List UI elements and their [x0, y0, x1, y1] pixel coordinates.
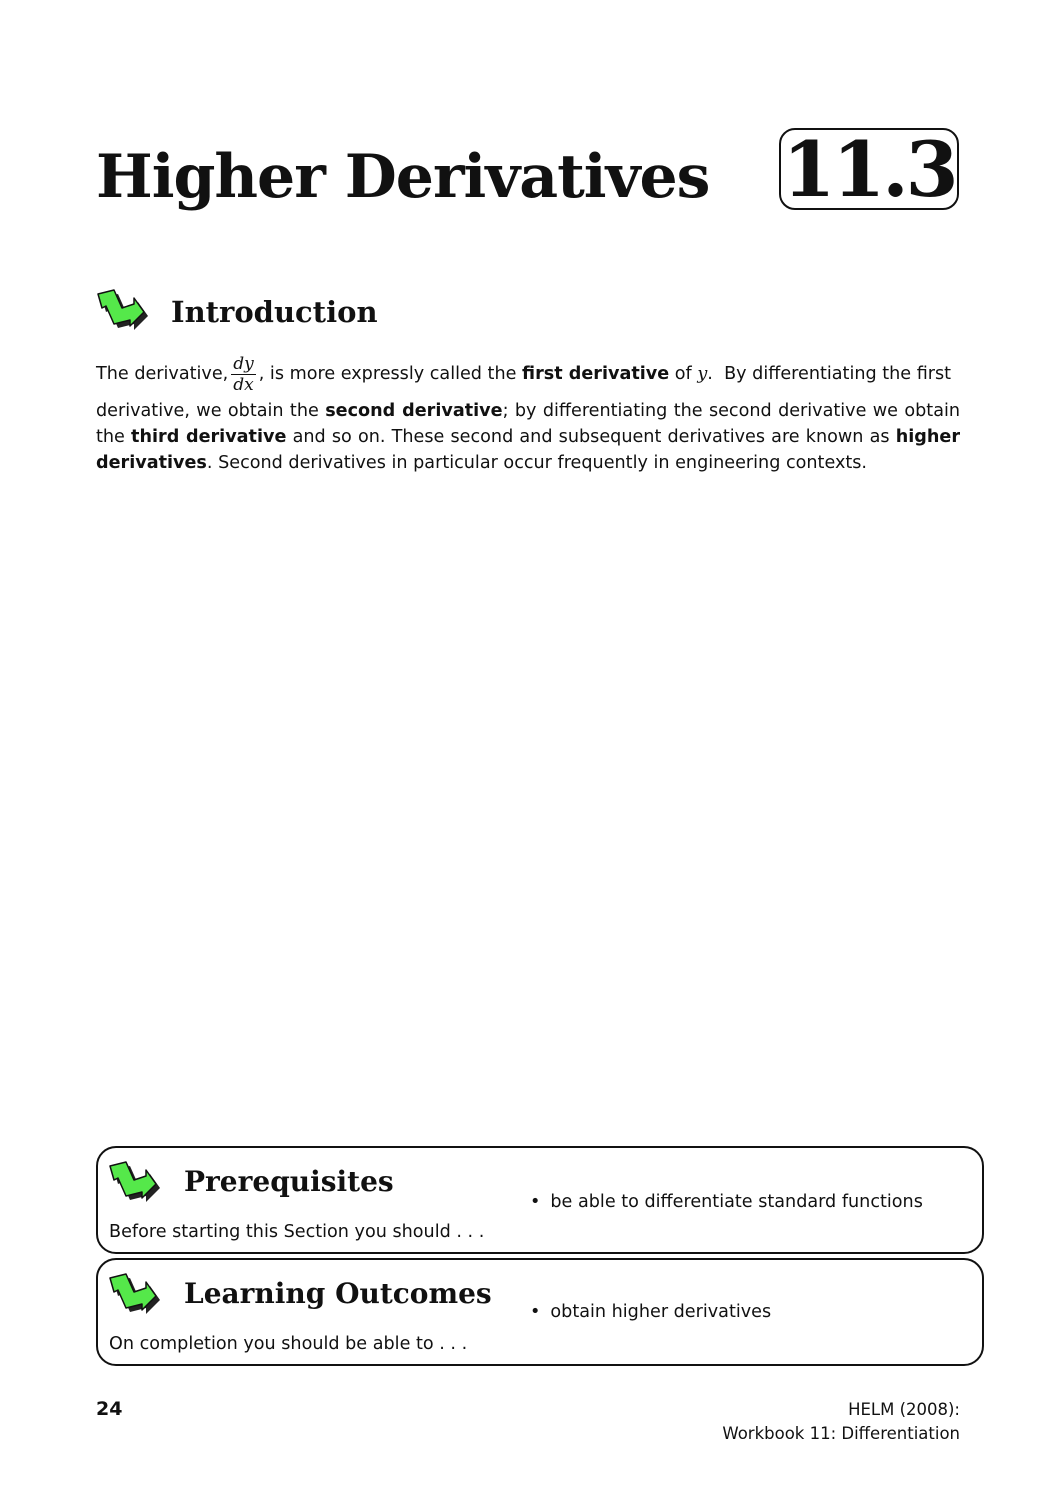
prerequisite-item: be able to differentiate standard functions [550, 1192, 923, 1212]
term-higher-derivatives: higher derivatives [96, 427, 961, 473]
learning-outcome-item: obtain higher derivatives [550, 1302, 772, 1322]
introduction-heading: Introduction [171, 295, 378, 329]
footer-source-line: HELM (2008): [848, 1400, 960, 1419]
learning-outcomes-box [96, 1258, 984, 1366]
bullet-icon: • [530, 1192, 541, 1212]
variable-y: y [697, 364, 708, 384]
page-number: 24 [96, 1398, 123, 1420]
intro-text-segment: , is more expressly called the [258, 364, 517, 384]
term-second-derivative: second derivative [325, 401, 503, 421]
helm-arrow-icon [108, 1158, 162, 1210]
learning-outcomes-heading: Learning Outcomes [184, 1277, 492, 1310]
list-item [530, 1190, 923, 1214]
derivative-fraction [231, 354, 256, 395]
term-third-derivative: third derivative [131, 427, 287, 447]
intro-text-segment: . Second derivatives in particular occur frequently in engineering contexts. [206, 453, 868, 473]
footer-source [722, 1398, 960, 1446]
section-number: 11.3 [782, 125, 956, 214]
helm-arrow-icon [108, 1270, 162, 1322]
bullet-icon: • [530, 1302, 541, 1322]
introduction-paragraph [96, 348, 960, 476]
prerequisites-subtext: Before starting this Section you should . . . [109, 1222, 485, 1242]
prerequisites-heading: Prerequisites [184, 1165, 394, 1198]
fraction-denominator: dx [233, 374, 254, 395]
section-number-box [779, 125, 959, 214]
intro-text-segment: and so on. These second and subsequent derivatives are known as [292, 427, 890, 447]
helm-arrow-icon [96, 286, 150, 338]
footer-source-line: Workbook 11: Differentiation [722, 1424, 960, 1443]
intro-text-segment: ; by differentiating the second derivative we obtain the [96, 401, 961, 447]
page-title: Higher Derivatives [96, 142, 710, 212]
fraction-numerator: dy [233, 353, 254, 374]
intro-text-segment: of [674, 364, 692, 384]
learning-outcomes-subtext: On completion you should be able to . . . [109, 1334, 468, 1354]
intro-text-segment: . By differentiating the first [707, 364, 952, 384]
intro-text-segment: The derivative, [96, 364, 229, 384]
term-first-derivative: first derivative [522, 364, 670, 384]
list-item [530, 1300, 771, 1324]
prerequisites-box [96, 1146, 984, 1254]
intro-text-segment: derivative, we obtain the [96, 401, 319, 421]
